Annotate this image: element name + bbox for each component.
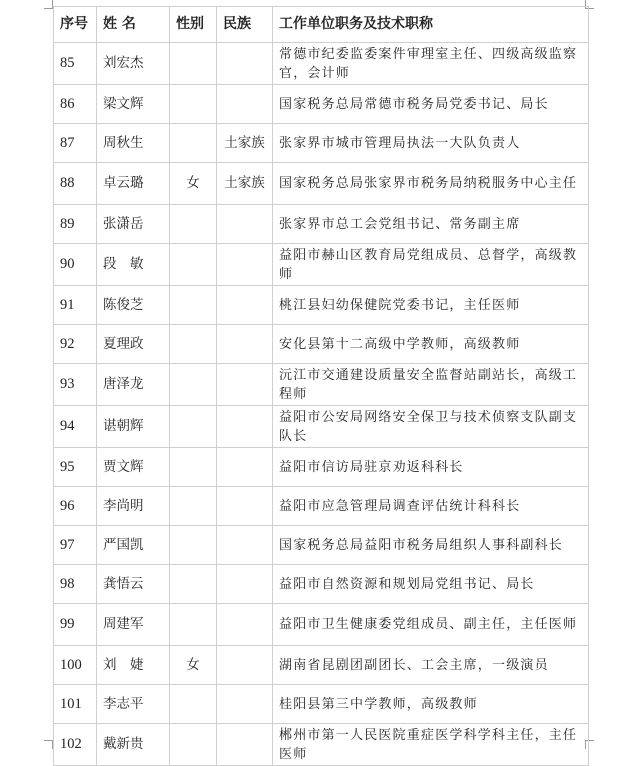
row-gender: [170, 448, 217, 487]
row-position: 桂阳县第三中学教师，高级教师: [273, 685, 589, 724]
row-name: 周秋生: [97, 124, 170, 163]
row-ethnicity: [217, 43, 273, 85]
table-row: [54, 205, 589, 244]
row-gender: [170, 124, 217, 163]
row-ethnicity: [217, 487, 273, 526]
table-row: [54, 364, 589, 406]
row-gender: [170, 406, 217, 448]
row-ethnicity: [217, 85, 273, 124]
row-name: 张潇岳: [97, 205, 170, 244]
row-no: 101: [54, 685, 97, 724]
member-list-table: [53, 6, 589, 766]
row-ethnicity: [217, 406, 273, 448]
table-row: [54, 244, 589, 286]
row-ethnicity: [217, 364, 273, 406]
row-position: 益阳市卫生健康委党组成员、副主任，主任医师: [273, 604, 589, 646]
row-ethnicity: [217, 448, 273, 487]
row-gender: [170, 364, 217, 406]
row-gender: [170, 604, 217, 646]
table-row: [54, 124, 589, 163]
row-gender: [170, 244, 217, 286]
row-gender: [170, 685, 217, 724]
row-gender: 女: [170, 646, 217, 685]
row-no: 100: [54, 646, 97, 685]
row-no: 93: [54, 364, 97, 406]
row-ethnicity: [217, 205, 273, 244]
row-ethnicity: [217, 646, 273, 685]
row-position: 国家税务总局常德市税务局党委书记、局长: [273, 85, 589, 124]
row-position: 郴州市第一人民医院重症医学科学科主任，主任医师: [273, 724, 589, 766]
table-row: [54, 163, 589, 205]
row-position: 国家税务总局张家界市税务局纳税服务中心主任: [273, 163, 589, 205]
row-position: 益阳市信访局驻京劝返科科长: [273, 448, 589, 487]
table-row: [54, 85, 589, 124]
row-ethnicity: [217, 325, 273, 364]
row-name: 龚悟云: [97, 565, 170, 604]
row-no: 96: [54, 487, 97, 526]
row-ethnicity: [217, 244, 273, 286]
row-position: 益阳市应急管理局调查评估统计科科长: [273, 487, 589, 526]
table-row: [54, 565, 589, 604]
table-row: [54, 604, 589, 646]
row-gender: 女: [170, 163, 217, 205]
row-ethnicity: [217, 526, 273, 565]
row-position: 益阳市公安局网络安全保卫与技术侦察支队副支队长: [273, 406, 589, 448]
row-no: 86: [54, 85, 97, 124]
page-corner-mark: [44, 740, 53, 749]
table-row: [54, 448, 589, 487]
row-ethnicity: [217, 685, 273, 724]
row-gender: [170, 286, 217, 325]
row-ethnicity: [217, 604, 273, 646]
row-no: 95: [54, 448, 97, 487]
row-position: 桃江县妇幼保健院党委书记，主任医师: [273, 286, 589, 325]
row-name: 段 敏: [97, 244, 170, 286]
row-position: 国家税务总局益阳市税务局组织人事科副科长: [273, 526, 589, 565]
row-name: 谌朝辉: [97, 406, 170, 448]
row-position: 益阳市赫山区教育局党组成员、总督学，高级教师: [273, 244, 589, 286]
header-ethnicity: 民族: [217, 7, 273, 43]
table-row: [54, 286, 589, 325]
row-ethnicity: [217, 565, 273, 604]
header-no: 序号: [54, 7, 97, 43]
row-gender: [170, 85, 217, 124]
row-gender: [170, 325, 217, 364]
row-ethnicity: [217, 724, 273, 766]
table-row: [54, 487, 589, 526]
row-gender: [170, 487, 217, 526]
row-position: 湖南省昆剧团副团长、工会主席，一级演员: [273, 646, 589, 685]
row-name: 李志平: [97, 685, 170, 724]
row-ethnicity: [217, 286, 273, 325]
row-name: 贾文辉: [97, 448, 170, 487]
row-no: 89: [54, 205, 97, 244]
row-name: 严国凯: [97, 526, 170, 565]
row-gender: [170, 724, 217, 766]
row-gender: [170, 526, 217, 565]
table-row: [54, 526, 589, 565]
row-position: 张家界市总工会党组书记、常务副主席: [273, 205, 589, 244]
row-name: 夏理政: [97, 325, 170, 364]
row-name: 刘宏杰: [97, 43, 170, 85]
row-ethnicity: 土家族: [217, 163, 273, 205]
row-no: 102: [54, 724, 97, 766]
row-position: 益阳市自然资源和规划局党组书记、局长: [273, 565, 589, 604]
row-position: 安化县第十二高级中学教师，高级教师: [273, 325, 589, 364]
table-row: [54, 406, 589, 448]
row-no: 98: [54, 565, 97, 604]
table-header-row: [54, 7, 589, 43]
page-corner-mark: [44, 0, 53, 9]
table-row: [54, 43, 589, 85]
row-gender: [170, 565, 217, 604]
row-name: 周建军: [97, 604, 170, 646]
row-no: 87: [54, 124, 97, 163]
table-row: [54, 685, 589, 724]
row-no: 91: [54, 286, 97, 325]
header-gender: 性别: [170, 7, 217, 43]
row-position: 沅江市交通建设质量安全监督站副站长，高级工程师: [273, 364, 589, 406]
row-name: 梁文辉: [97, 85, 170, 124]
row-name: 唐泽龙: [97, 364, 170, 406]
row-name: 卓云璐: [97, 163, 170, 205]
table-row: [54, 325, 589, 364]
row-no: 99: [54, 604, 97, 646]
header-name: 姓 名: [97, 7, 170, 43]
row-name: 李尚明: [97, 487, 170, 526]
row-name: 刘 婕: [97, 646, 170, 685]
row-gender: [170, 43, 217, 85]
row-ethnicity: 土家族: [217, 124, 273, 163]
table-row: [54, 646, 589, 685]
row-no: 97: [54, 526, 97, 565]
row-name: 戴新贵: [97, 724, 170, 766]
row-no: 90: [54, 244, 97, 286]
row-gender: [170, 205, 217, 244]
row-no: 92: [54, 325, 97, 364]
table-row: [54, 724, 589, 766]
row-no: 88: [54, 163, 97, 205]
row-no: 85: [54, 43, 97, 85]
row-no: 94: [54, 406, 97, 448]
row-name: 陈俊芝: [97, 286, 170, 325]
header-position: 工作单位职务及技术职称: [273, 7, 589, 43]
row-position: 常德市纪委监委案件审理室主任、四级高级监察官，会计师: [273, 43, 589, 85]
row-position: 张家界市城市管理局执法一大队负责人: [273, 124, 589, 163]
